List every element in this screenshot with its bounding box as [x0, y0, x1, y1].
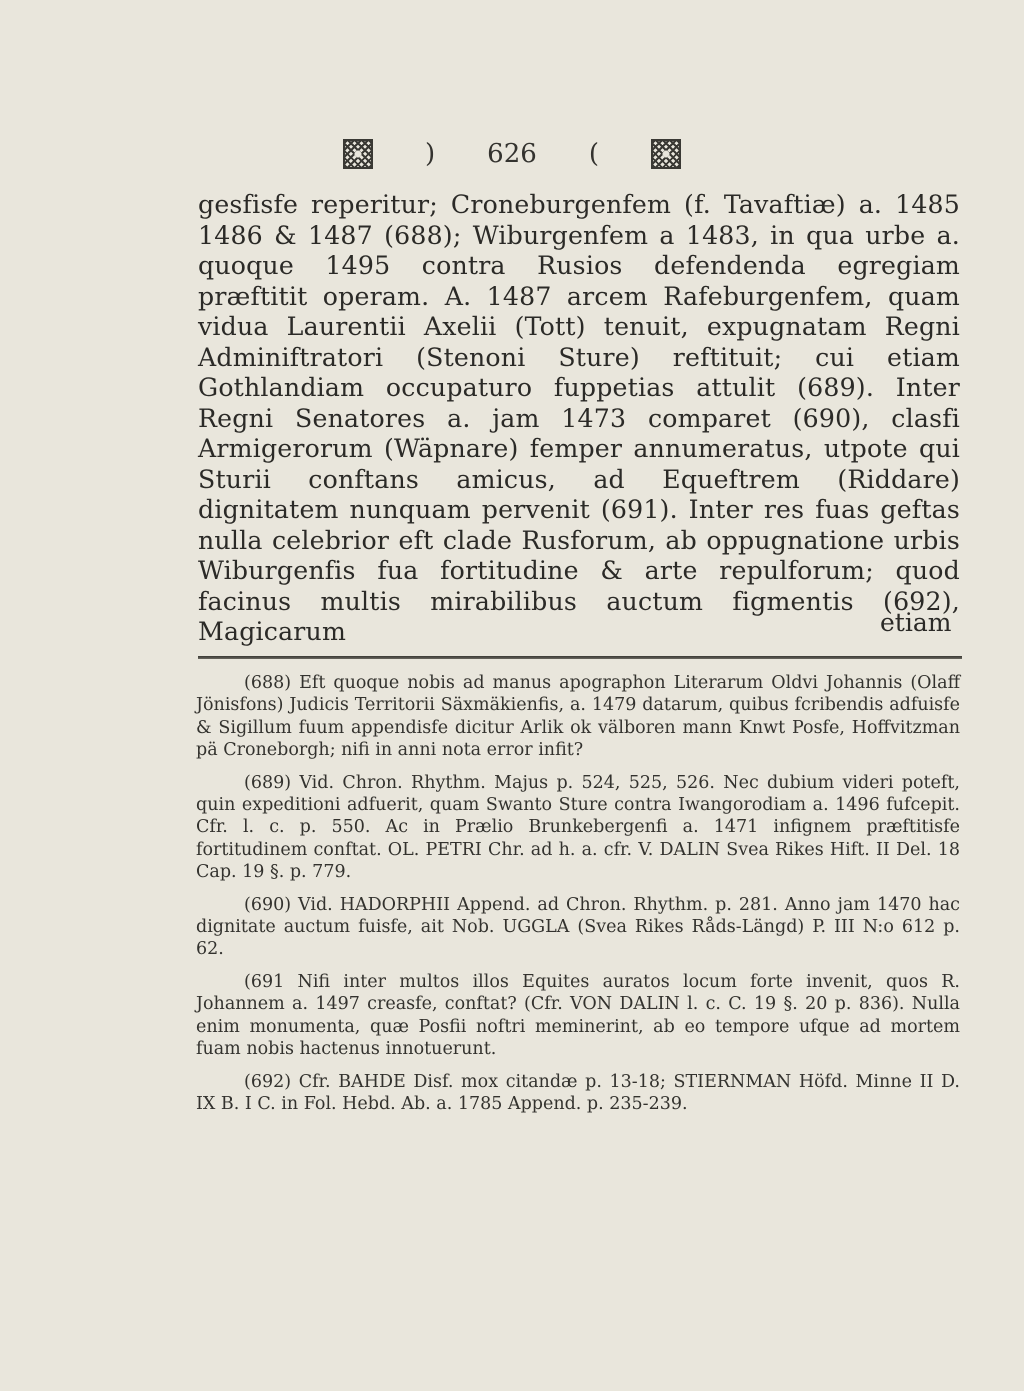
footnote-692: (692) Cfr. BAHDE Disf. mox citandæ p. 13-18; STIERNMAN Höfd. Minne II D. IX B. I C. in Fol. Hebd. Ab. a. 1785 Append. p. 235-239.	[196, 1071, 960, 1114]
right-bracket: (	[588, 139, 599, 169]
footnote-separator-rule	[198, 656, 962, 659]
left-bracket: )	[425, 139, 436, 169]
footnote-689: (689) Vid. Chron. Rhythm. Majus p. 524, 525, 526. Nec dubium videri poteft, quin expeditioni adfuerit, quam Swanto Sture contra Iwangorodiam a. 1496 fufcepit. Cfr. l. c. p. 550. Ac in Prælio Brunkebergenfi a. 1471 infignem præftitisfe fortitudinem conftat. OL. PETRI Chr. ad h. a. cfr. V. DALIN Svea Rikes Hift. II Del. 18 Cap. 19 §. p. 779.	[196, 772, 960, 883]
main-paragraph: gesfisfe reperitur; Croneburgenfem (f. Tavaftiæ) a. 1485 1486 & 1487 (688); Wiburgenfem a 1483, in qua urbe a. quoque 1495 contra Rusios defendenda egregiam præftitit operam. A. 1487 arcem Rafeburgenfem, quam vidua Laurentii Axelii (Tott) tenuit, expugnatam Regni Adminiftratori (Stenoni Sture) reftituit; cui etiam Gothlandiam occupaturo fuppetias attulit (689). Inter Regni Senatores a. jam 1473 comparet (690), clasfi Armigerorum (Wäpnare) femper annumeratus, utpote qui Sturii conftans amicus, ad Equeftrem (Riddare) dignitatem nunquam pervenit (691). Inter res fuas geftas nulla celebrior eft clade Rusforum, ab oppugnatione urbis Wiburgenfis fua fortitudine & arte repulforum; quod facinus multis mirabilibus auctum figmentis (692), Magicarum	[198, 190, 960, 646]
main-text-block	[198, 190, 960, 648]
left-ornament-icon	[343, 139, 373, 169]
page-header	[0, 132, 1024, 176]
footnote-691: (691 Nifi inter multos illos Equites auratos locum forte invenit, quos R. Johannem a. 1497 creasfe, conftat? (Cfr. VON DALIN l. c. C. 19 §. 20 p. 836). Nulla enim monumenta, quæ Posfii noftri meminerint, ab eo tempore ufque ad mortem fuam nobis hactenus innotuerunt.	[196, 971, 960, 1060]
right-ornament-icon	[651, 139, 681, 169]
page-number: 626	[487, 139, 537, 169]
footnote-690: (690) Vid. HADORPHII Append. ad Chron. Rhythm. p. 281. Anno jam 1470 hac dignitate auctum fuisfe, ait Nob. UGGLA (Svea Rikes Råds-Längd) P. III N:o 612 p. 62.	[196, 894, 960, 960]
footnotes-block	[196, 672, 960, 1115]
catchword: etiam	[880, 608, 952, 637]
footnote-688: (688) Eft quoque nobis ad manus apographon Literarum Oldvi Johannis (Olaff Jönisfons) Judicis Territorii Säxmäkienfis, a. 1479 datarum, quibus fcribendis adfuisfe & Sigillum fuum appendisfe dicitur Arlik ok välboren mann Knwt Posfe, Hoffvitzman pä Croneborgh; nifi in anni nota error infit?	[196, 673, 960, 761]
